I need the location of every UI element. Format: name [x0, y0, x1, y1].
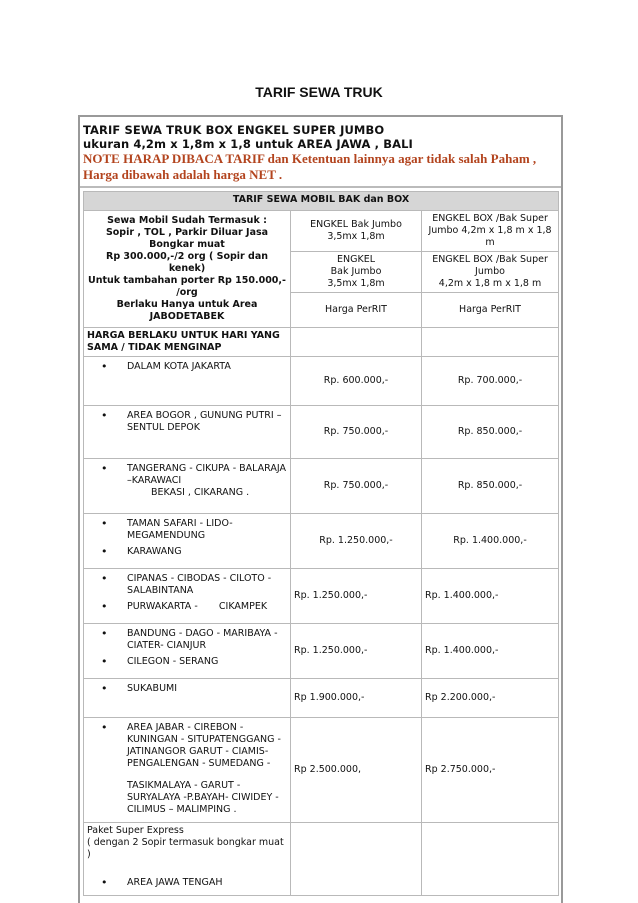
price-col1: Rp 2.500.000, [291, 718, 422, 823]
table-row [84, 679, 559, 718]
header-line-2: ukuran 4,2m x 1,8m x 1,8 untuk AREA JAWA , BALI [83, 137, 413, 151]
price-col2: Rp. 850.000,- [422, 406, 559, 459]
includes-line: Untuk tambahan porter Rp 150.000,- [88, 275, 286, 286]
col2-spec [422, 252, 559, 293]
includes-line: /org [176, 287, 198, 298]
list-item: • TAMAN SAFARI - LIDO-MEGAMENDUNG [127, 518, 287, 542]
list-item: • PURWAKARTA - CIKAMPEK [127, 601, 287, 613]
list-item: • AREA JAWA TENGAH [127, 877, 287, 889]
col1-unit: Harga PerRIT [291, 293, 422, 328]
area-text: TASIKMALAYA - GARUT - SURYALAYA -P.BAYAH- CIWIDEY - CILIMUS – MALIMPING . [127, 780, 279, 815]
col2-spec-line: 4,2m x 1,8 m x 1,8 m [438, 278, 542, 289]
list-item: • AREA JABAR - CIREBON - KUNINGAN - SITUPATENGGANG - JATINANGOR GARUT - CIAMIS- PENGALENGAN - SUMEDANG - [127, 722, 287, 770]
col2-head: ENGKEL BOX /Bak Super Jumbo 4,2m x 1,8 m x 1,8 m [422, 211, 559, 252]
empty-cell [291, 823, 422, 896]
area-cell [84, 679, 291, 718]
list-item: • KARAWANG [127, 546, 287, 558]
price-col2: Rp. 1.400.000,- [422, 624, 559, 679]
price-col2: Rp. 1.400.000,- [422, 569, 559, 624]
list-item: • CILEGON - SERANG [127, 656, 287, 668]
price-col1: Rp. 600.000,- [291, 357, 422, 406]
col2-unit: Harga PerRIT [422, 293, 559, 328]
table-row [84, 357, 559, 406]
header-note-2: Harga dibawah adalah harga NET . [83, 167, 283, 182]
head-row-1 [84, 211, 559, 252]
col1-spec [291, 252, 422, 293]
table-row [84, 624, 559, 679]
includes-line: Rp 300.000,-/2 org ( Sopir dan kenek) [106, 251, 268, 274]
list-item: • DALAM KOTA JAKARTA [127, 361, 287, 373]
express-cell [84, 823, 291, 896]
includes-line: Sewa Mobil Sudah Termasuk : [107, 215, 267, 226]
empty-cell [291, 328, 422, 357]
section-label: HARGA BERLAKU UNTUK HARI YANG SAMA / TIDAK MENGINAP [84, 328, 291, 357]
col1-spec-line: 3,5mx 1,8m [327, 278, 385, 289]
col2-spec-line: Jumbo [475, 266, 505, 277]
price-col2: Rp 2.200.000,- [422, 679, 559, 718]
section-row [84, 328, 559, 357]
area-cell [84, 514, 291, 569]
page-title: TARIF SEWA TRUK [255, 84, 383, 100]
price-col2: Rp. 1.400.000,- [422, 514, 559, 569]
price-col1: Rp. 1.250.000,- [291, 569, 422, 624]
col1-head: ENGKEL Bak Jumbo 3,5mx 1,8m [291, 211, 422, 252]
price-col1: Rp 1.900.000,- [291, 679, 422, 718]
price-col1: Rp. 750.000,- [291, 406, 422, 459]
table-row [84, 459, 559, 514]
area-cell [84, 718, 291, 823]
header-note-1: NOTE HARAP DIBACA TARIF dan Ketentuan lainnya agar tidak salah Paham , [83, 151, 537, 166]
col1-spec-line: ENGKEL [337, 254, 375, 265]
price-col2: Rp. 850.000,- [422, 459, 559, 514]
tariff-frame [78, 115, 563, 903]
area-cell [84, 406, 291, 459]
area-cell [84, 569, 291, 624]
express-row [84, 823, 559, 896]
includes-line: Sopir , TOL , Parkir Diluar Jasa [105, 227, 269, 238]
tariff-header [80, 117, 561, 188]
table-banner: TARIF SEWA MOBIL BAK dan BOX [84, 192, 559, 211]
table-row [84, 514, 559, 569]
express-subtitle: ( dengan 2 Sopir termasuk bongkar muat ) [87, 837, 284, 860]
price-col1: Rp. 1.250.000,- [291, 624, 422, 679]
table-row [84, 718, 559, 823]
list-item [127, 463, 287, 499]
area-cell [84, 357, 291, 406]
list-item: • SUKABUMI [127, 683, 287, 695]
list-item: • AREA BOGOR , GUNUNG PUTRI – SENTUL DEPOK [127, 410, 287, 434]
price-col2: Rp 2.750.000,- [422, 718, 559, 823]
area-text: • TANGERANG - CIKUPA - BALARAJA –KARAWACI [127, 463, 287, 486]
includes-cell [84, 211, 291, 328]
price-col2: Rp. 700.000,- [422, 357, 559, 406]
price-col1: Rp. 1.250.000,- [291, 514, 422, 569]
banner-row [84, 192, 559, 211]
table-row [84, 406, 559, 459]
header-line-1: TARIF SEWA TRUK BOX ENGKEL SUPER JUMBO [83, 123, 385, 137]
empty-cell [422, 328, 559, 357]
col2-spec-line: ENGKEL BOX /Bak Super [432, 254, 548, 265]
list-item: • CIPANAS - CIBODAS - CILOTO - SALABINTANA [127, 573, 287, 597]
area-text: BEKASI , CIKARANG . [151, 487, 250, 498]
area-cell [84, 459, 291, 514]
list-item: • BANDUNG - DAGO - MARIBAYA - CIATER- CIANJUR [127, 628, 287, 652]
express-title: Paket Super Express [87, 825, 184, 836]
area-cell [84, 624, 291, 679]
price-col1: Rp. 750.000,- [291, 459, 422, 514]
tariff-table [83, 191, 559, 896]
table-row [84, 569, 559, 624]
includes-line: Berlaku Hanya untuk Area [116, 299, 258, 310]
empty-cell [422, 823, 559, 896]
includes-line: JABODETABEK [149, 311, 225, 322]
col1-spec-line: Bak Jumbo [330, 266, 382, 277]
includes-line: Bongkar muat [149, 239, 225, 250]
